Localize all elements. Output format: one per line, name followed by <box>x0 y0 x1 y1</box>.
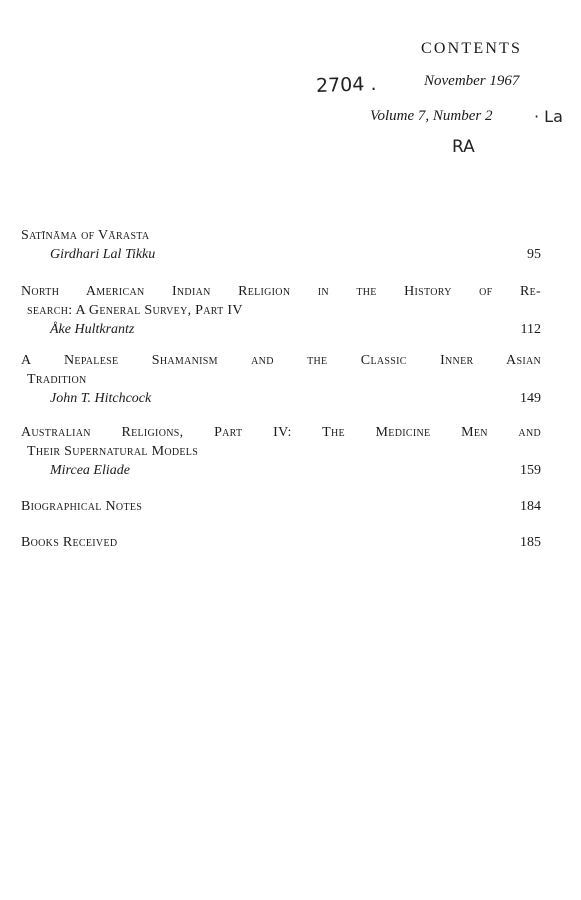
toc-entry-author-row <box>21 461 541 480</box>
contents-heading: CONTENTS <box>421 40 523 57</box>
toc-entry-page: 159 <box>520 463 541 478</box>
volume-number: Volume 7, Number 2 <box>370 108 493 124</box>
handwritten-note-la: · La <box>534 107 563 126</box>
toc-entry-title-line: search: A General Survey, Part IV <box>27 303 243 318</box>
toc-entry <box>21 497 541 516</box>
toc-entry-author-row <box>21 389 541 408</box>
toc-entry-title: Biographical Notes <box>21 499 143 514</box>
toc-entry-page: 112 <box>520 322 541 337</box>
toc-entry-page: 149 <box>520 391 541 406</box>
toc-entry-row <box>21 533 541 552</box>
handwritten-note-ra: RA <box>452 137 475 157</box>
toc-entry <box>21 226 541 264</box>
toc-entry <box>21 533 541 552</box>
toc-entry-row <box>21 497 541 516</box>
toc-entry-author: Girdhari Lal Tikku <box>50 247 156 262</box>
toc-entry-page: 95 <box>527 247 541 262</box>
toc-entry <box>21 423 541 480</box>
toc-entry <box>21 282 541 339</box>
toc-entry-title-line: North American Indian Religion in the History of Re- <box>21 284 541 299</box>
toc-entry-author-row <box>21 320 541 339</box>
toc-entry-author-row <box>21 245 541 264</box>
toc-entry-title-line: Tradition <box>27 372 87 387</box>
issue-date: November 1967 <box>424 73 520 89</box>
toc-entry-title: Books Received <box>21 535 118 550</box>
toc-entry <box>21 351 541 408</box>
toc-entry-title-line: Their Supernatural Models <box>27 444 199 459</box>
toc-entry-author: Åke Hultkrantz <box>50 322 135 337</box>
toc-entry-author: Mircea Eliade <box>50 463 130 478</box>
handwritten-note-number: 2704 . <box>315 72 377 98</box>
toc-entry-title-line: Australian Religions, Part IV: The Medicine Men and <box>21 425 541 440</box>
toc-entry-page: 184 <box>520 499 541 514</box>
toc-entry-title-line: A Nepalese Shamanism and the Classic Inner Asian <box>21 353 541 368</box>
toc-entry-title: Satīnāma of Vārasta <box>21 228 150 243</box>
toc-entry-author: John T. Hitchcock <box>50 391 152 406</box>
toc-entry-page: 185 <box>520 535 541 550</box>
